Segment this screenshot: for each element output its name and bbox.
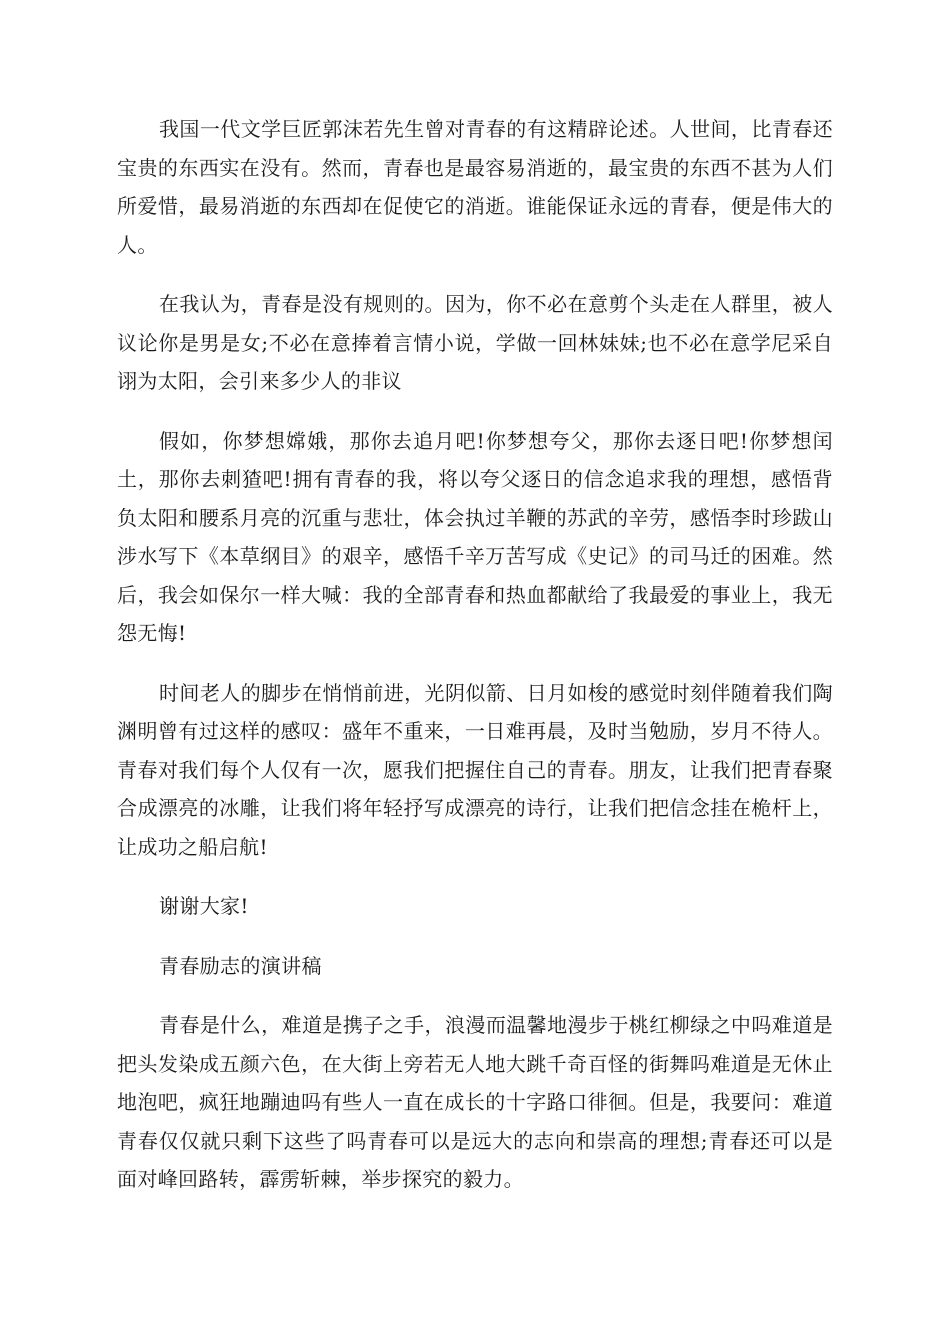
paragraph-thanks: 谢谢大家! — [159, 894, 249, 918]
paragraph-dreams: 假如，你梦想嫦娥，那你去追月吧!你梦想夸父，那你去逐日吧!你梦想闰土，那你去刺猹吧!拥有青春的我，将以夸父逐日的信念追求我的理想，感悟背负太阳和腰系月亮的沉重与悲壮，体会执过羊鞭的苏武的辛劳，感悟李时珍跋山涉水写下《本草纲目》的艰辛，感悟千辛万苦写成《史记》的司马迁的困难。然后，我会如保尔一样大喊：我的全部青春和热血都献给了我最爱的事业上，我无怨无悔! — [117, 428, 833, 645]
section-title: 青春励志的演讲稿 — [159, 953, 322, 978]
paragraph-youth-no-rules: 在我认为，青春是没有规则的。因为，你不必在意剪个头走在人群里，被人议论你是男是女;不必在意捧着言情小说，学做一回林妹妹;也不必在意学尼采自诩为太阳，会引来多少人的非议 — [117, 292, 833, 393]
paragraph-guo-moruo-quote: 我国一代文学巨匠郭沫若先生曾对青春的有这精辟论述。人世间，比青春还宝贵的东西实在没有。然而，青春也是最容易消逝的，最宝贵的东西不甚为人们所爱惜，最易消逝的东西却在促使它的消逝。谁能保证永远的青春，便是伟大的人。 — [117, 117, 833, 257]
paragraph-time-passing: 时间老人的脚步在悄悄前进，光阴似箭、日月如梭的感觉时刻伴随着我们陶渊明曾有过这样的感叹：盛年不重来，一日难再晨，及时当勉励，岁月不待人。青春对我们每个人仅有一次，愿我们把握住自己的青春。朋友，让我们把青春聚合成漂亮的冰雕，让我们将年轻抒写成漂亮的诗行，让我们把信念挂在桅杆上，让成功之船启航! — [117, 680, 833, 859]
document-body — [117, 110, 833, 1220]
paragraph-what-is-youth: 青春是什么，难道是携子之手，浪漫而温馨地漫步于桃红柳绿之中吗难道是把头发染成五颜六色，在大街上旁若无人地大跳千奇百怪的街舞吗难道是无休止地泡吧，疯狂地蹦迪吗有些人一直在成长的十字路口徘徊。但是，我要问：难道青春仅仅就只剩下这些了吗青春可以是远大的志向和崇高的理想;青春还可以是面对峰回路转，霹雳斩棘，举步探究的毅力。 — [117, 1013, 833, 1191]
